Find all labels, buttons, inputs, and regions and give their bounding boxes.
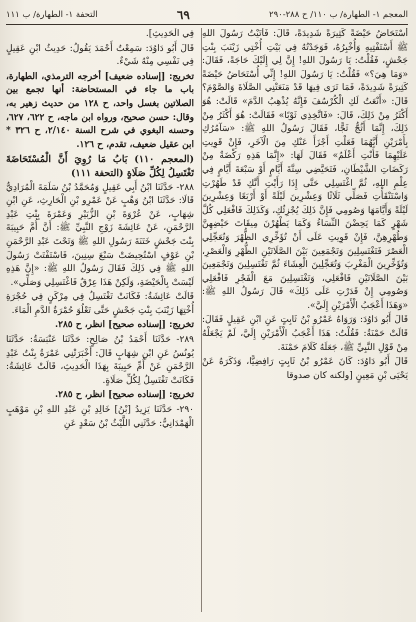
left-column — [6, 28, 194, 614]
right-column — [202, 28, 408, 614]
paragraph: قَالَ أَبُو دَاوُدَ: سَمِعْتُ أَحْمَدَ يَقُولُ: حَدِيثُ ابْنِ عَقِيلٍ فِي نَفْسِي مِنْهُ شَيْءٌ. — [6, 43, 194, 68]
hadith-288: ٢٨٨- حَدَّثَنَا ابْنُ أَبِي عَقِيلٍ وَمُحَمَّدُ بْنُ سَلَمَةَ الْمُرَادِيُّ قَالَا: حَدَّثَنَا ابْنُ وَهْبٍ عَنْ عَمْرِو بْنِ الْحَارِثِ، عَنِ ابْنِ شِهَابٍ، عَنْ عُرْوَةَ بْنِ الزُّبَيْرِ وَعَمْرَةَ بِنْتِ عَبْدِ الرَّحْمَنِ، عَنْ عَائِشَةَ زَوْجِ النَّبِيِّ ﷺ: أَنَّ أُمَّ حَبِيبَةَ بِنْتَ جَحْشٍ خَتَنَةَ رَسُولِ اللهِ ﷺ وَتَحْتَ عَبْدِ الرَّحْمَنِ بْنِ عَوْفٍ اسْتُحِيضَتْ سَبْعَ سِنِينَ، فَاسْتَفْتَتْ رَسُولَ اللهِ ﷺ فِي ذَلِكَ فَقَالَ رَسُولُ اللهِ ﷺ: «إِنَّ هَذِهِ لَيْسَتْ بِالْحَيْضَةِ، وَلَكِنْ هَذَا عِرْقٌ فَاغْتَسِلِي وَصَلِّي». — [6, 182, 194, 288]
takhrij-note: تخريج: [إسناده صحيح] انظر، ح ٢٨٥. — [54, 320, 194, 331]
hadith-290: ٢٩٠- حَدَّثَنَا يَزِيدُ [بْنُ] خَالِدِ بْنِ عَبْدِ اللهِ بْنِ مَوْهَبٍ الْهَمْدَانِيُّ: حَدَّثَنِي اللَّيْثُ بْنُ سَعْدٍ عَنِ — [6, 405, 194, 429]
takhrij-note: تخريج: [إسناده ضعيف] أخرجه الترمذي، الطهارة، باب ما جاء في المستحاضة: أنها تجمع بين الصلاتين بغسل واحد، ح ١٢٨ من حديث زهير به، وقال: حسن صحيح، ورواه ابن ماجه، ح ٦٢٢، ٦٢٧، وحسنه البغوي في شرح السنة ٢/١٤٠، ح ٣٢٦ * ابن عقيل ضعيف، تقدم، ح ١٢٦. — [6, 71, 194, 150]
page-header — [6, 8, 408, 22]
chapter-heading: (المعجم ١١٠) بَابُ مَا رُوِيَ أَنَّ الْمُسْتَحَاضَةَ تَغْتَسِلُ لِكُلِّ صَلَاةٍ (التحفة ١١١) — [6, 154, 194, 179]
header-rule — [6, 24, 408, 25]
hadith-289: ٢٨٩- حَدَّثَنَا أَحْمَدُ بْنُ صَالِحٍ: حَدَّثَنَا عَنْبَسَةُ: حَدَّثَنَا يُونُسُ عَنِ ابْنِ شِهَابٍ قَالَ: أَخْبَرَتْنِي عَمْرَةُ بِنْتُ عَبْدِ الرَّحْمَنِ عَنْ أُمِّ حَبِيبَةَ بِهَذَا الْحَدِيثِ، قَالَتْ عَائِشَةُ: فَكَانَتْ تَغْتَسِلُ لِكُلِّ صَلَاةٍ. — [6, 335, 194, 386]
paragraph: فِي الْحَدِيثِ]. — [145, 29, 194, 39]
column-divider — [201, 28, 202, 612]
paragraph: قَالَتْ عَائِشَةُ: فَكَانَتْ تَغْتَسِلُ فِي مِرْكَنٍ فِي حُجْرَةِ أُخْتِهَا زَيْنَبَ بِنْتِ جَحْشٍ حَتَّى تَعْلُوَ حُمْرَةُ الدَّمِ الْمَاءَ. — [6, 292, 194, 316]
header-right-text: المعجم ١- الطهارة/ ب ١١٠/ ح ٢٨٨-٢٩٠ — [269, 10, 408, 20]
paragraph: قَالَ أَبُو دَاوُدَ: كَانَ عَمْرُو بْنُ ثَابِتٍ رَافِضِيًّا، وَذَكَرَهُ عَنْ يَحْيَى بْنِ مَعِينٍ [ولكنه كان صدوقا — [202, 357, 408, 381]
page-number: ٦٩ — [176, 8, 190, 22]
paragraph: أَسْتَحَاضُ حَيْضَةً كَثِيرَةً شَدِيدَةً، قَالَ: فَأَتَيْتُ رَسُولَ اللهِ ﷺ أَسْتَفْتِيهِ وَأُخْبِرُهُ، فَوَجَدْتُهُ فِي بَيْتِ أُخْتِي زَيْنَبَ بِنْتِ جَحْشٍ، فَقُلْتُ: يَا رَسُولَ اللهِ! إِنَّ لِي إِلَيْكَ حَاجَةً، فَقَالَ: «وَمَا هِيَ؟» فَقُلْتُ: يَا رَسُولَ اللهِ! إِنِّي أُسْتَحَاضُ حَيْضَةً كَثِيرَةً شَدِيدَةً، فَمَا تَرَى فِيهَا قَدْ مَنَعَتْنِي الصَّلَاةَ وَالصَّوْمَ؟ قَالَ: «أَنْعَتُ لَكِ الْكُرْسُفَ فَإِنَّهُ يُذْهِبُ الدَّمَ» قَالَتْ: هُوَ أَكْثَرُ مِنْ ذَلِكَ، قَالَ: «فَاتَّخِذِي ثَوْبًا» فَقَالَتْ: هُوَ أَكْثَرُ مِنْ ذَلِكَ، إِنَّمَا أَثُجُّ ثَجًّا، فَقَالَ رَسُولُ اللهِ ﷺ: «سَآمُرُكِ بِأَمْرَيْنِ أَيَّهُمَا فَعَلْتِ أَجْزَأَ عَنْكِ مِنَ الْآخَرِ، فَإِنْ قَوِيتِ عَلَيْهِمَا فَأَنْتِ أَعْلَمُ» فَقَالَ لَهَا: «إِنَّمَا هَذِهِ رَكْضَةٌ مِنْ رَكَضَاتِ الشَّيْطَانِ، فَتَحَيَّضِي سِتَّةَ أَيَّامٍ أَوْ سَبْعَةَ أَيَّامٍ فِي عِلْمِ اللهِ، ثُمَّ اغْتَسِلِي حَتَّى إِذَا رَأَيْتِ أَنَّكِ قَدْ طَهُرْتِ وَاسْتَنْقَأْتِ فَصَلِّي ثَلَاثًا وَعِشْرِينَ لَيْلَةً أَوْ أَرْبَعًا وَعِشْرِينَ لَيْلَةً وَأَيَّامَهَا وَصُومِي فَإِنَّ ذَلِكَ يُجْزِئُكِ، وَكَذَلِكَ فَافْعَلِي كُلَّ شَهْرٍ كَمَا يَحِضْنَ النِّسَاءُ وَكَمَا يَطْهُرْنَ مِيقَاتَ حَيْضِهِنَّ وَطُهْرِهِنَّ، فَإِنْ قَوِيتِ عَلَى أَنْ تُؤَخِّرِي الظُّهْرَ وَتُعَجِّلِي الْعَصْرَ فَتَغْتَسِلِينَ وَتَجْمَعِينَ بَيْنَ الصَّلَاتَيْنِ الظُّهْرِ وَالْعَصْرِ، وَتُؤَخِّرِينَ الْمَغْرِبَ وَتُعَجِّلِينَ الْعِشَاءَ ثُمَّ تَغْتَسِلِينَ وَتَجْمَعِينَ بَيْنَ الصَّلَاتَيْنِ فَافْعَلِي، وَتَغْتَسِلِينَ مَعَ الْفَجْرِ فَافْعَلِي وَصُومِي إِنْ قَدَرْتِ عَلَى ذَلِكَ» قَالَ رَسُولُ اللهِ ﷺ: «وَهَذَا أَعْجَبُ الْأَمْرَيْنِ إِلَيَّ». — [202, 29, 408, 311]
paragraph: قَالَ أَبُو دَاوُدَ: وَرَوَاهُ عَمْرُو بْنُ ثَابِتٍ عَنِ ابْنِ عَقِيلٍ فَقَالَ: قَالَتْ حَمْنَةُ: فَقُلْتُ: هَذَا أَعْجَبُ الْأَمْرَيْنِ إِلَيَّ، لَمْ يَجْعَلْهُ مِنْ قَوْلِ النَّبِيِّ ﷺ، جَعَلَهُ كَلَامَ حَمْنَةَ. — [202, 315, 408, 353]
takhrij-note: تخريج: [إسناده صحيح] انظر، ح ٢٨٥. — [54, 390, 194, 401]
header-left-text: التحفة ١- الطهارة/ ب ١١١ — [6, 10, 98, 20]
